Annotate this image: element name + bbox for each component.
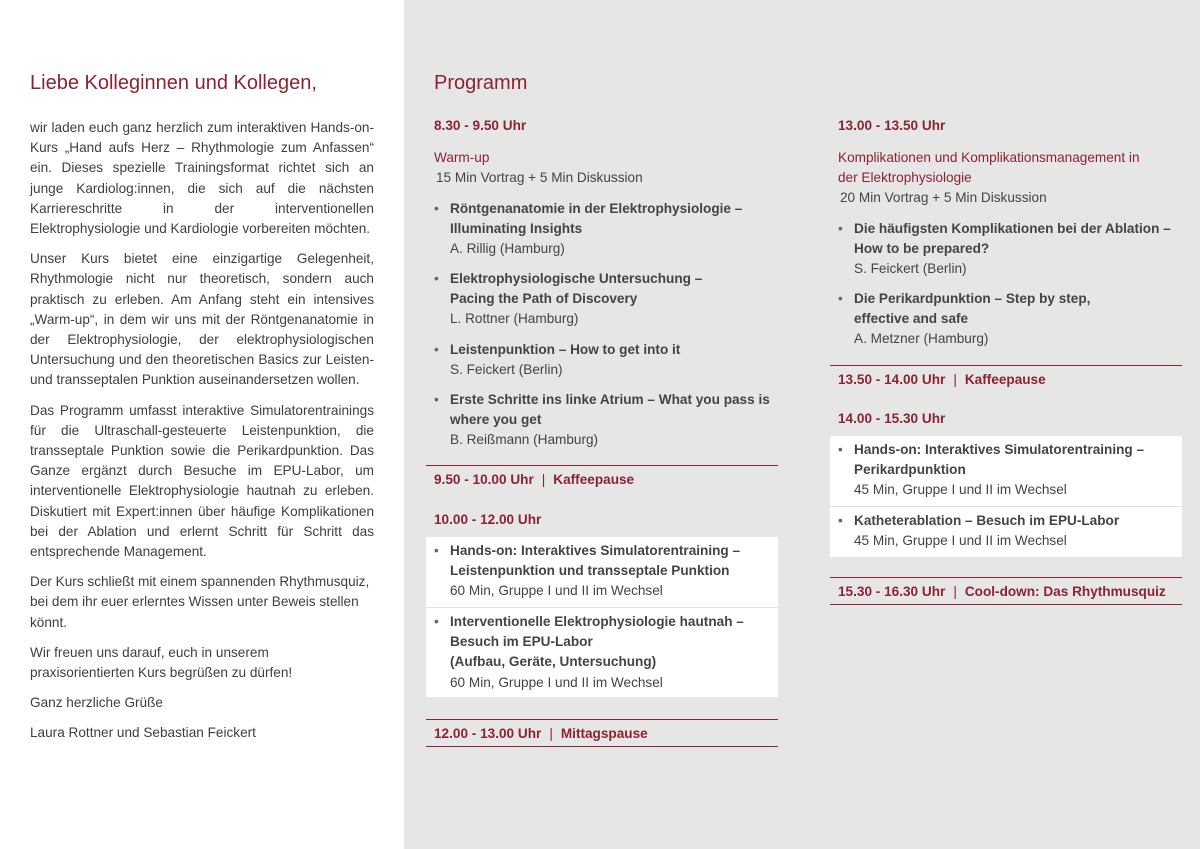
letter-paragraph: wir laden euch ganz herzlich zum interaktiven Hands-on-Kurs „Hand aufs Herz – Rhythmologie zum Anfassen“ ein. Dieses spezielle Trainingsformat richtet sich an junge Kardiolog:innen, die sich auf die nächsten Karriereschritte in der interventionellen Elektrophysiologie und Kardiologie vorbereiten möchten. <box>30 120 374 237</box>
item-title: effective and safe <box>854 311 969 327</box>
bullet-icon: • <box>434 614 439 629</box>
letter-body <box>30 118 374 754</box>
item-speaker: S. Feickert (Berlin) <box>450 362 563 378</box>
item-speaker: A. Rillig (Hamburg) <box>450 241 565 257</box>
bullet-icon: • <box>434 342 439 357</box>
break-label: Kaffeepause <box>553 472 635 487</box>
separator: | <box>541 472 546 487</box>
divider <box>426 746 778 747</box>
program-item <box>426 199 770 260</box>
break-row <box>426 465 778 487</box>
time-slot: 13.00 - 13.50 Uhr <box>838 118 946 133</box>
program-title: Programm <box>434 72 528 94</box>
item-title: Illuminating Insights <box>450 221 583 237</box>
time-slot: 10.00 - 12.00 Uhr <box>434 512 542 527</box>
break-row <box>426 719 778 741</box>
divider <box>830 506 1182 507</box>
item-speaker: A. Metzner (Hamburg) <box>854 331 989 347</box>
session-title: Komplikationen und Komplikationsmanagement in <box>838 150 1140 165</box>
item-title: Katheterablation – Besuch im EPU-Labor <box>854 513 1120 528</box>
item-title: Röntgenanatomie in der Elektrophysiologie – <box>450 201 743 216</box>
program-item <box>830 511 1174 551</box>
program-item <box>426 269 770 330</box>
item-speaker: L. Rottner (Hamburg) <box>450 311 579 327</box>
program-item <box>830 289 1174 350</box>
item-title: (Aufbau, Geräte, Untersuchung) <box>450 654 657 670</box>
program-item <box>426 390 770 451</box>
item-details: 45 Min, Gruppe I und II im Wechsel <box>854 482 1067 498</box>
bullet-icon: • <box>838 442 843 457</box>
program-item <box>426 612 770 693</box>
hands-on-box <box>830 436 1182 557</box>
program-item <box>830 219 1174 280</box>
session-format: 20 Min Vortrag + 5 Min Diskussion <box>840 190 1047 205</box>
program-item <box>426 541 770 602</box>
item-title: Die häufigsten Komplikationen bei der Ablation – <box>854 221 1171 236</box>
letter-paragraph: Der Kurs schließt mit einem spannenden Rhythmusquiz, bei dem ihr euer erlerntes Wissen unter Beweis stellen könnt. <box>30 574 370 630</box>
item-title: Leistenpunktion und transseptale Punktion <box>450 563 730 579</box>
bullet-icon: • <box>838 291 843 306</box>
item-title: Hands-on: Interaktives Simulatorentraining – <box>450 543 741 558</box>
item-title: How to be prepared? <box>854 241 990 257</box>
letter-paragraph: Wir freuen uns darauf, euch in unserem praxisorientierten Kurs begrüßen zu dürfen! <box>30 644 293 681</box>
signature: Laura Rottner und Sebastian Feickert <box>30 725 256 741</box>
bullet-icon: • <box>838 513 843 528</box>
bullet-icon: • <box>434 543 439 558</box>
item-title: Die Perikardpunktion – Step by step, <box>854 291 1091 306</box>
item-speaker: B. Reißmann (Hamburg) <box>450 432 599 448</box>
break-label: Kaffeepause <box>964 372 1046 387</box>
break-label: Mittagspause <box>560 726 648 741</box>
item-title: where you get <box>450 412 542 428</box>
divider <box>426 607 778 608</box>
bullet-icon: • <box>838 221 843 236</box>
break-time: 12.00 - 13.00 Uhr <box>434 726 542 741</box>
separator: | <box>953 372 957 387</box>
letter-paragraph: Unser Kurs bietet eine einzigartige Gelegenheit, Rhythmologie nicht nur theoretisch, sondern auch praktisch zu erleben. Am Anfang steht ein intensives „Warm-up“, in dem wir uns mit der Röntgenanatomie in der Elektrophysiologie, der elektrophysiologischen Untersuchung und den theoretischen Basics zur Leisten- und transseptalen Punktion auseinandersetzen wollen. <box>30 251 374 388</box>
program-item <box>830 440 1174 501</box>
break-time: 9.50 - 10.00 Uhr <box>434 472 534 487</box>
break-row <box>830 577 1182 599</box>
bullet-icon: • <box>434 271 439 286</box>
letter-paragraph: Das Programm umfasst interaktive Simulatorentrainings für die Ultraschall-gesteuerte Leistenpunktion, die transseptale Punktion sowie die Perikardpunktion. Das Ganze ergänzt durch Besuche im EPU-Labor, um interventionelle Elektrophysiologie hautnah zu erleben. Diskutiert mit Expert:innen über häufige Komplikationen bei der Ablation und erlernt Schritt für Schritt das entsprechende Management. <box>30 402 374 560</box>
item-details: 45 Min, Gruppe I und II im Wechsel <box>854 533 1067 549</box>
item-speaker: S. Feickert (Berlin) <box>854 261 967 277</box>
break-row <box>830 365 1182 387</box>
hands-on-box <box>426 537 778 697</box>
closing: Ganz herzliche Grüße <box>30 695 163 711</box>
greeting: Liebe Kolleginnen und Kollegen, <box>30 72 317 94</box>
item-details: 60 Min, Gruppe I und II im Wechsel <box>450 583 663 599</box>
item-details: 60 Min, Gruppe I und II im Wechsel <box>450 674 663 690</box>
separator: | <box>953 584 957 599</box>
separator: | <box>549 726 553 741</box>
item-title: Erste Schritte ins linke Atrium – What you pass is <box>450 392 770 407</box>
item-title: Pacing the Path of Discovery <box>450 291 638 307</box>
session-title: Warm-up <box>434 150 490 165</box>
program-item <box>426 340 770 380</box>
bullet-icon: • <box>434 201 439 216</box>
item-title: Hands-on: Interaktives Simulatorentraining – <box>854 442 1145 457</box>
item-title: Besuch im EPU-Labor <box>450 634 593 650</box>
break-time: 15.30 - 16.30 Uhr <box>838 584 946 599</box>
break-label: Cool-down: Das Rhythmusquiz <box>964 584 1166 599</box>
item-title: Perikardpunktion <box>854 462 966 478</box>
break-time: 13.50 - 14.00 Uhr <box>838 372 946 387</box>
item-title: Interventionelle Elektrophysiologie hautnah – <box>450 614 744 629</box>
session-format: 15 Min Vortrag + 5 Min Diskussion <box>436 170 643 185</box>
item-title: Leistenpunktion – How to get into it <box>450 342 681 357</box>
time-slot: 14.00 - 15.30 Uhr <box>838 411 946 426</box>
divider <box>830 604 1182 605</box>
item-title: Elektrophysiologische Untersuchung – <box>450 271 703 286</box>
time-slot: 8.30 - 9.50 Uhr <box>434 118 527 133</box>
session-title: der Elektrophysiologie <box>838 170 972 185</box>
bullet-icon: • <box>434 392 439 407</box>
